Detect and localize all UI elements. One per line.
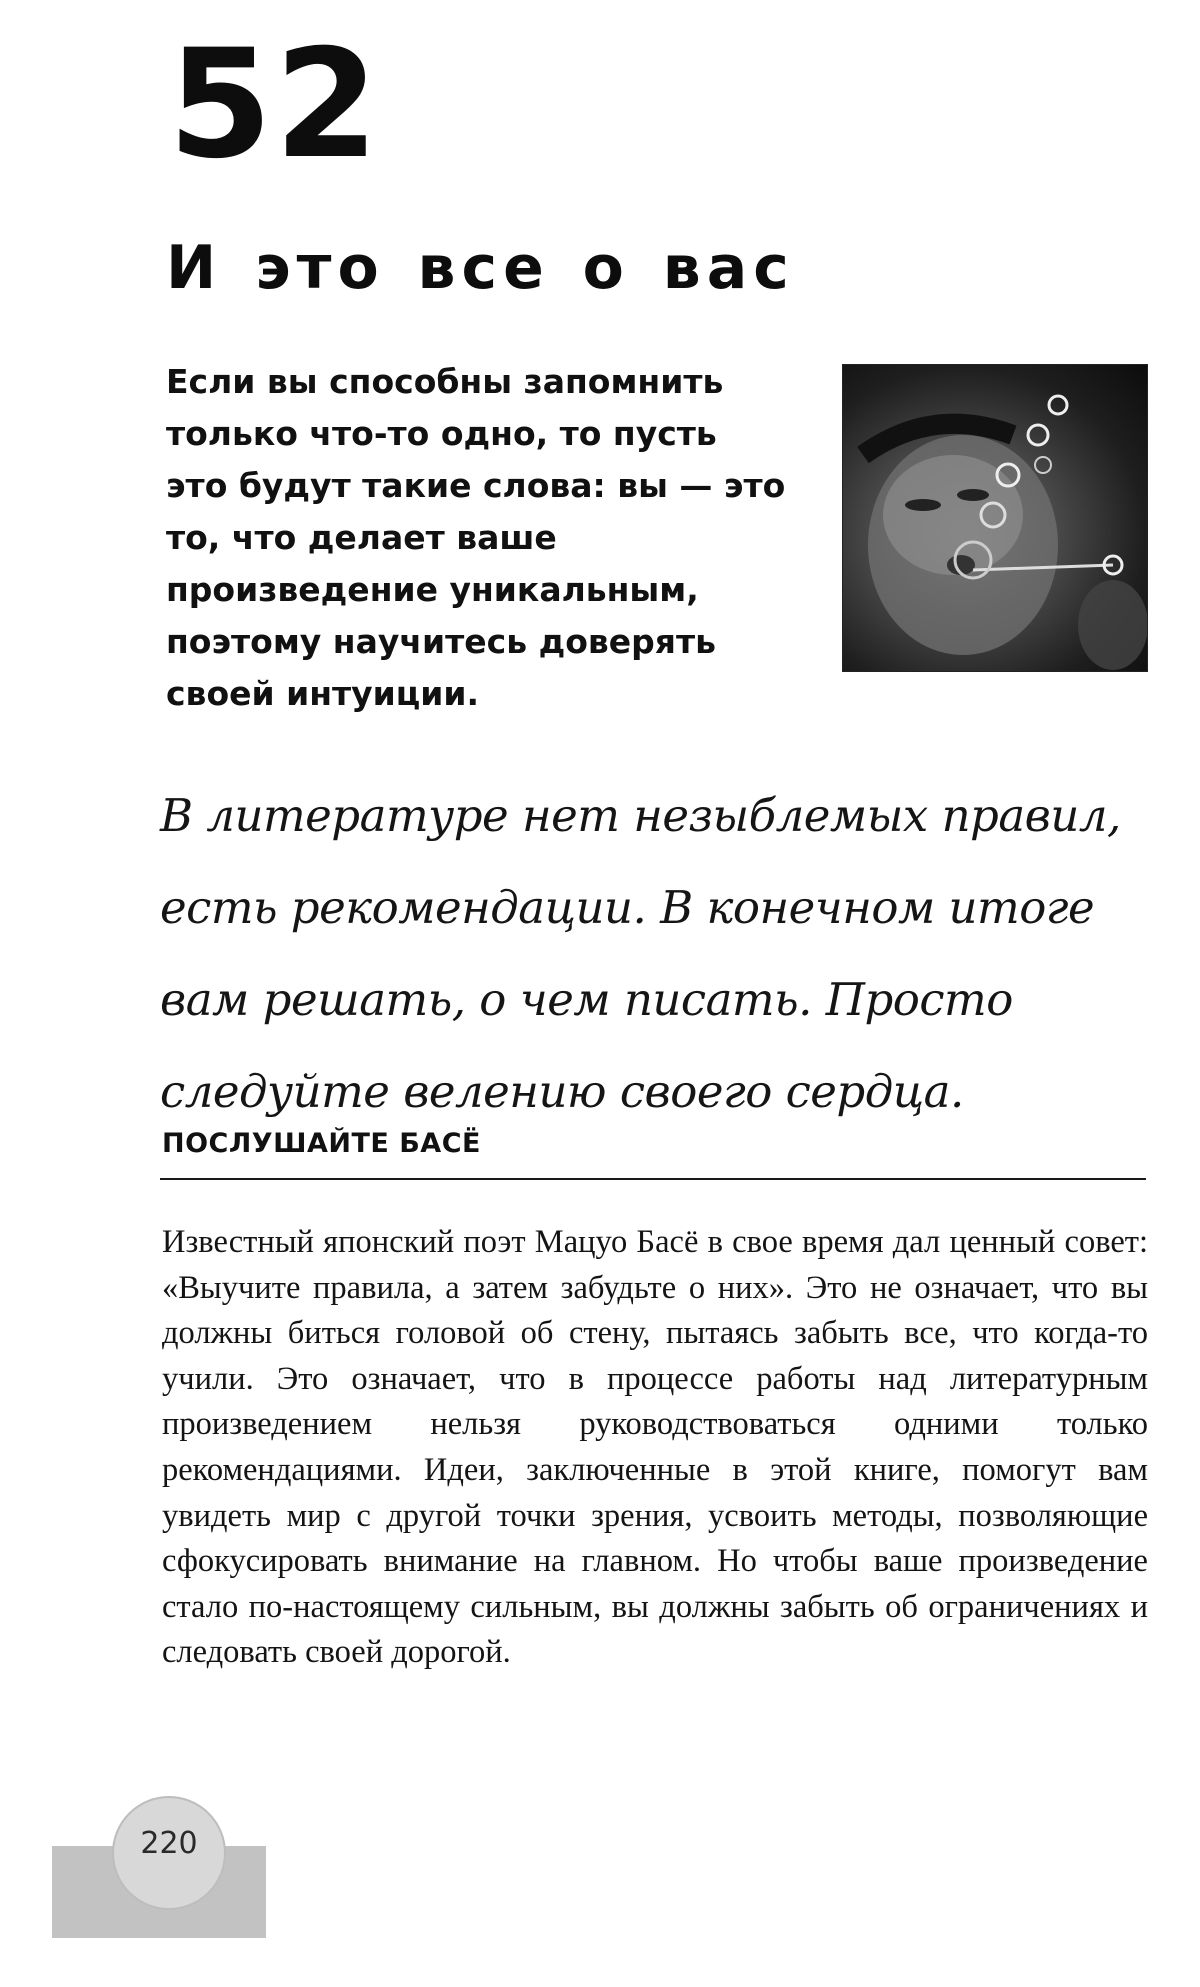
chapter-title: И это все о вас — [166, 233, 795, 303]
section-divider — [160, 1178, 1146, 1180]
person-blowing-bubbles-photo — [842, 364, 1148, 672]
chapter-number: 52 — [168, 18, 381, 192]
handwritten-quote: В литературе нет незыблемых правил, есть рекомендации. В конечном итоге вам решать, о чем писать. Просто следуйте велению своего сердца. — [160, 789, 1121, 1118]
section-body-text: Известный японский поэт Мацуо Басё в свое время дал ценный совет: «Выучите правила, а затем забудьте о них». Это не означает, что вы должны биться головой об стену, пытаясь забыть все, что когда-то учили. Это означает, что в процессе работы над литературным произведением нельзя руководствоваться одними только рекомендациями. Идеи, заключенные в этой книге, помогут вам увидеть мир с другой точки зрения, усвоить методы, позволяющие сфокусировать внимание на главном. Но чтобы ваше произведение стало по-настоящему сильным, вы должны забыть об ограничениях и следовать своей дорогой. — [162, 1224, 1148, 1671]
page-number: 220 — [140, 1826, 198, 1861]
intro-paragraph: Если вы способны запомнить только что-то одно, то пусть это будут такие слова: вы — это то, что делает ваше произведение уникальным, поэтому научитесь доверять своей интуиции. — [166, 362, 786, 713]
section-heading: ПОСЛУШАЙТЕ БАСЁ — [162, 1128, 481, 1159]
